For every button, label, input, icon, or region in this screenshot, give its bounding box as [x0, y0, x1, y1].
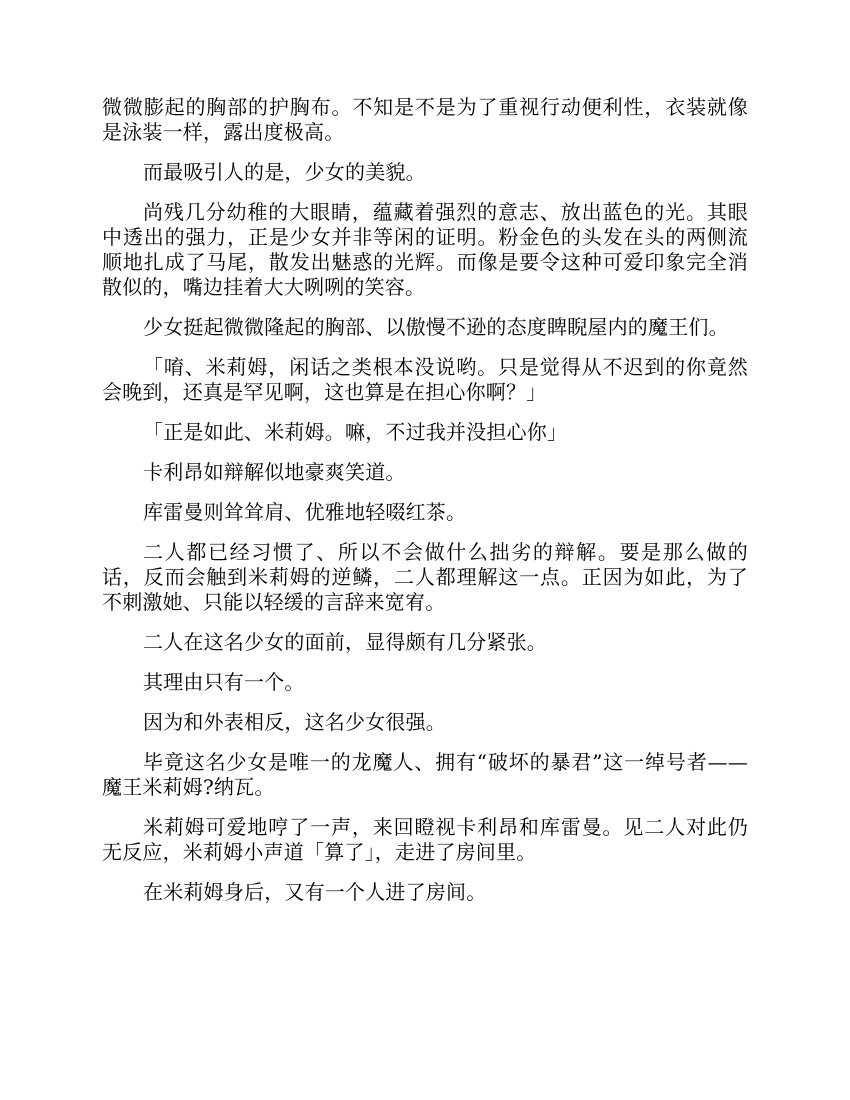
paragraph: 二人在这名少女的面前，显得颇有几分紧张。 — [143, 630, 547, 654]
paragraph: 卡利昂如辩解似地豪爽笑道。 — [143, 460, 406, 484]
paragraph: 二人都已经习惯了、所以不会做什么拙劣的辩解。要是那么做的话，反而会触到米莉姆的逆鳞，二人都理解这一点。正因为如此，为了不刺激她、只能以轻缓的言辞来宽宥。 — [102, 540, 748, 614]
paragraph: 「正是如此、米莉姆。嘛，不过我并没担心你」 — [143, 420, 568, 444]
paragraph: 其理由只有一个。 — [143, 670, 305, 694]
paragraph: 库雷曼则耸耸肩、优雅地轻啜红茶。 — [143, 500, 467, 524]
paragraph: 尚残几分幼稚的大眼睛，蕴藏着强烈的意志、放出蓝色的光。其眼中透出的强力，正是少女并非等闲的证明。粉金色的头发在头的两侧流顺地扎成了马尾，散发出魅惑的光辉。而像是要令这种可爱印象完全消散似的，嘴边挂着大大咧咧的笑容。 — [102, 200, 748, 299]
paragraph: 因为和外表相反，这名少女很强。 — [143, 710, 446, 734]
paragraph: 毕竟这名少女是唯一的龙魔人、拥有“破坏的暴君”这一绰号者——魔王米莉姆?纳瓦。 — [102, 750, 748, 799]
paragraph: 少女挺起微微隆起的胸部、以傲慢不逊的态度睥睨屋内的魔王们。 — [143, 315, 729, 339]
paragraph: 「唷、米莉姆，闲话之类根本没说哟。只是觉得从不迟到的你竟然会晚到，还真是罕见啊，这也算是在担心你啊？」 — [102, 355, 748, 404]
paragraph: 米莉姆可爱地哼了一声，来回瞪视卡利昂和库雷曼。见二人对此仍无反应，米莉姆小声道「算了」，走进了房间里。 — [102, 815, 748, 864]
paragraph: 而最吸引人的是，少女的美貌。 — [143, 160, 426, 184]
paragraph: 在米莉姆身后，又有一个人进了房间。 — [143, 880, 487, 904]
paragraph: 微微膨起的胸部的护胸布。不知是不是为了重视行动便利性，衣装就像是泳装一样，露出度极高。 — [102, 95, 748, 144]
document-body — [102, 95, 748, 920]
